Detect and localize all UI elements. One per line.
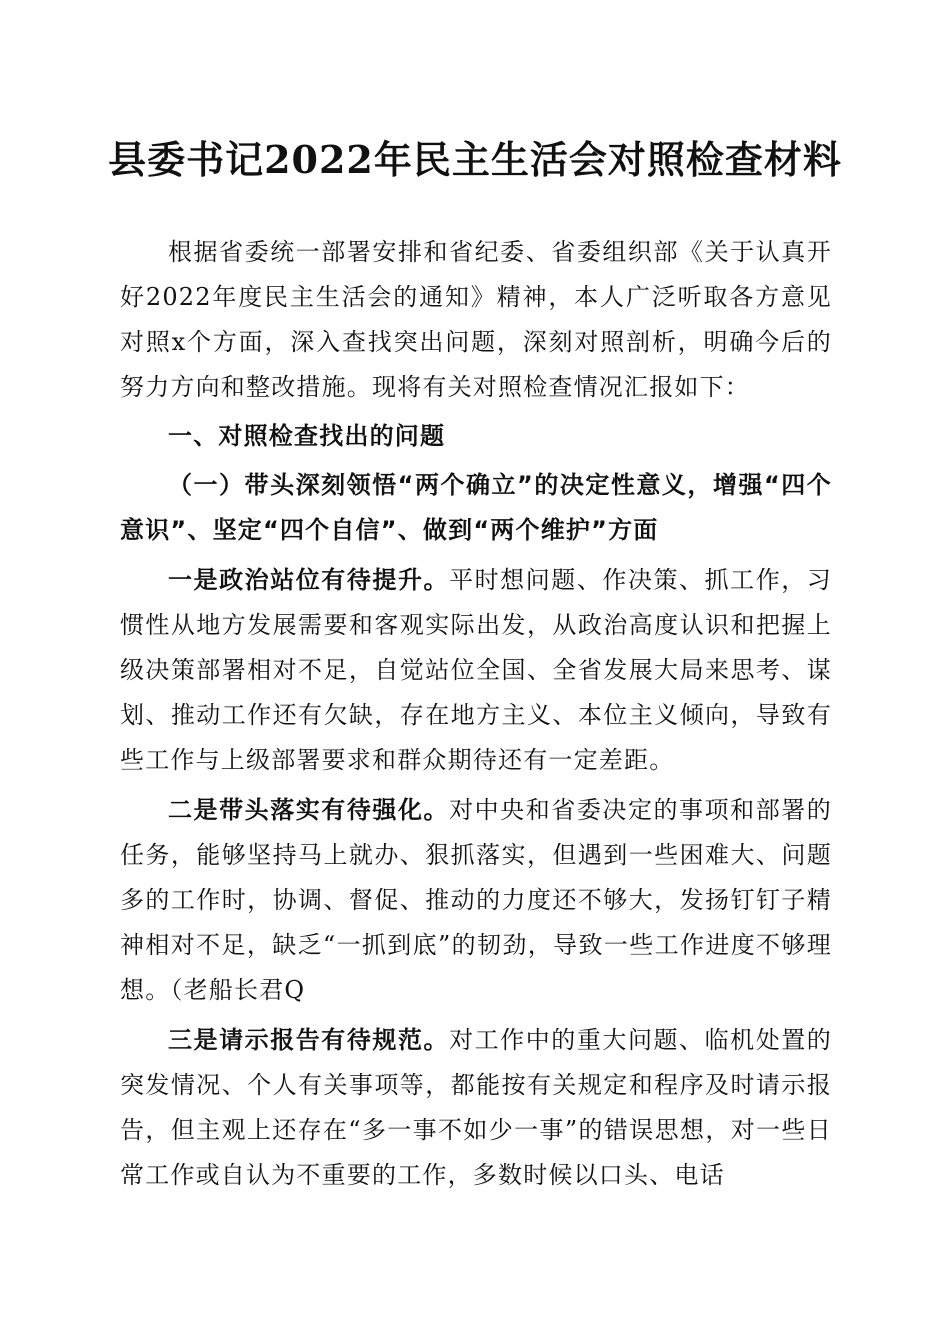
- subsection-heading: （一）带头深刻领悟“两个确立”的决定性意义，增强“四个意识”、坚定“四个自信”、做到“两个维护”方面: [120, 471, 832, 544]
- document-title: 县委书记2022年民主生活会对照检查材料: [108, 137, 842, 182]
- problem-item-text: 对中央和省委决定的事项和部署的任务，能够坚持马上就办、狠抓落实，但遇到一些困难大、问题多的工作时，协调、督促、推动的力度还不够大，发扬钉钉子精神相对不足，缺乏“一抓到底”的韧劲，导致一些工作进度不够理想。（老船长君Q: [120, 796, 833, 1004]
- problem-item-lead: 三是请示报告有待规范。: [168, 1025, 450, 1054]
- intro-paragraph: 根据省委统一部署安排和省纪委、省委组织部《关于认真开好2022年度民主生活会的通知》精神，本人广泛听取各方意见对照x个方面，深入查找突出问题，深刻对照剖析，明确今后的努力方向和整改措施。现将有关对照检查情况汇报如下：: [120, 238, 832, 401]
- section-heading: 一、对照检查找出的问题: [168, 422, 446, 450]
- problem-item-1: [120, 557, 832, 783]
- problem-item-2: [120, 787, 832, 1013]
- problem-item-text: 对工作中的重大问题、临机处置的突发情况、个人有关事项等，都能按有关规定和程序及时请示报告，但主观上还存在“多一事不如少一事”的错误思想，对一些日常工作或自认为不重要的工作，多数时候以口头、电话: [120, 1026, 833, 1189]
- problem-item-text: 平时想问题、作决策、抓工作，习惯性从地方发展需要和客观实际出发，从政治高度认识和把握上级决策部署相对不足，自觉站位全国、全省发展大局来思考、谋划、推动工作还有欠缺，存在地方主义、本位主义倾向，导致有些工作与上级部署要求和群众期待还有一定差距。: [120, 566, 833, 774]
- problem-item-lead: 二是带头落实有待强化。: [168, 795, 450, 824]
- problem-item-3: [120, 1017, 832, 1198]
- problem-item-lead: 一是政治站位有待提升。: [168, 565, 450, 594]
- document-body: [120, 230, 832, 1202]
